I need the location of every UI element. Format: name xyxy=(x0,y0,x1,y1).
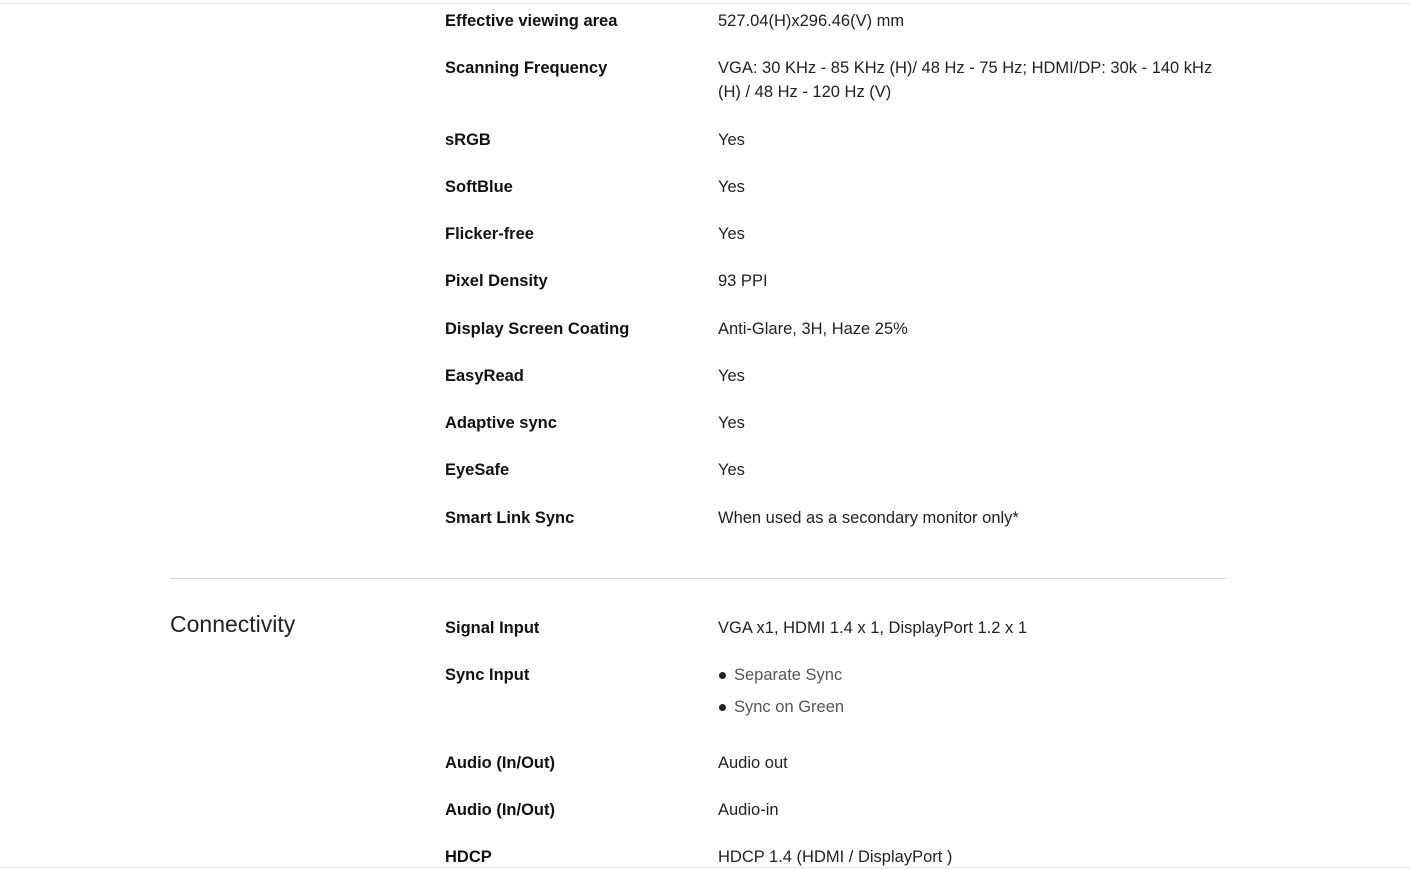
section-divider xyxy=(170,578,1226,579)
list-item xyxy=(718,663,1218,687)
spec-value: VGA x1, HDMI 1.4 x 1, DisplayPort 1.2 x 1 xyxy=(718,619,1028,637)
spec-value: 93 PPI xyxy=(718,272,768,290)
spec-label: Adaptive sync xyxy=(445,414,557,432)
spec-label: Audio (In/Out) xyxy=(445,801,555,819)
spec-value: When used as a secondary monitor only* xyxy=(718,509,1019,527)
spec-label: Display Screen Coating xyxy=(445,320,630,338)
spec-label: sRGB xyxy=(445,131,491,149)
spec-value: Audio out xyxy=(718,754,788,772)
spec-label: Signal Input xyxy=(445,619,540,637)
spec-value: Yes xyxy=(718,414,745,432)
spec-value: HDCP 1.4 (HDMI / DisplayPort ) xyxy=(718,848,953,866)
spec-value: Anti-Glare, 3H, Haze 25% xyxy=(718,320,908,338)
spec-value: VGA: 30 KHz - 85 KHz (H)/ 48 Hz - 75 Hz; HDMI/DP: 30k - 140 kHz (H) / 48 Hz - 120 Hz (V) xyxy=(718,59,1213,101)
sync-input-list xyxy=(718,663,1218,719)
spec-value: Yes xyxy=(718,178,745,196)
list-item-text: Sync on Green xyxy=(734,698,845,716)
spec-label: Flicker-free xyxy=(445,225,534,243)
spec-value: Audio-in xyxy=(718,801,779,819)
spec-value-list xyxy=(718,663,1218,727)
spec-value: 527.04(H)x296.46(V) mm xyxy=(718,12,905,30)
spec-label: Audio (In/Out) xyxy=(445,754,555,772)
spec-label: EasyRead xyxy=(445,367,524,385)
spec-value: Yes xyxy=(718,225,745,243)
list-item-text: Separate Sync xyxy=(734,666,843,684)
spec-label: Scanning Frequency xyxy=(445,59,608,77)
spec-value: Yes xyxy=(718,461,745,479)
spec-label: Pixel Density xyxy=(445,272,548,290)
spec-value: Yes xyxy=(718,131,745,149)
spec-label: HDCP xyxy=(445,848,492,866)
spec-label: Effective viewing area xyxy=(445,12,618,30)
list-item xyxy=(718,695,1218,719)
spec-value: Yes xyxy=(718,367,745,385)
bullet-icon xyxy=(719,704,726,711)
spec-label: Sync Input xyxy=(445,666,530,684)
top-divider xyxy=(0,3,1411,4)
section-title-connectivity: Connectivity xyxy=(170,611,296,637)
bottom-divider xyxy=(0,867,1411,868)
bullet-icon xyxy=(719,672,726,679)
spec-label: SoftBlue xyxy=(445,178,513,196)
spec-label: Smart Link Sync xyxy=(445,509,575,527)
spec-label: EyeSafe xyxy=(445,461,510,479)
